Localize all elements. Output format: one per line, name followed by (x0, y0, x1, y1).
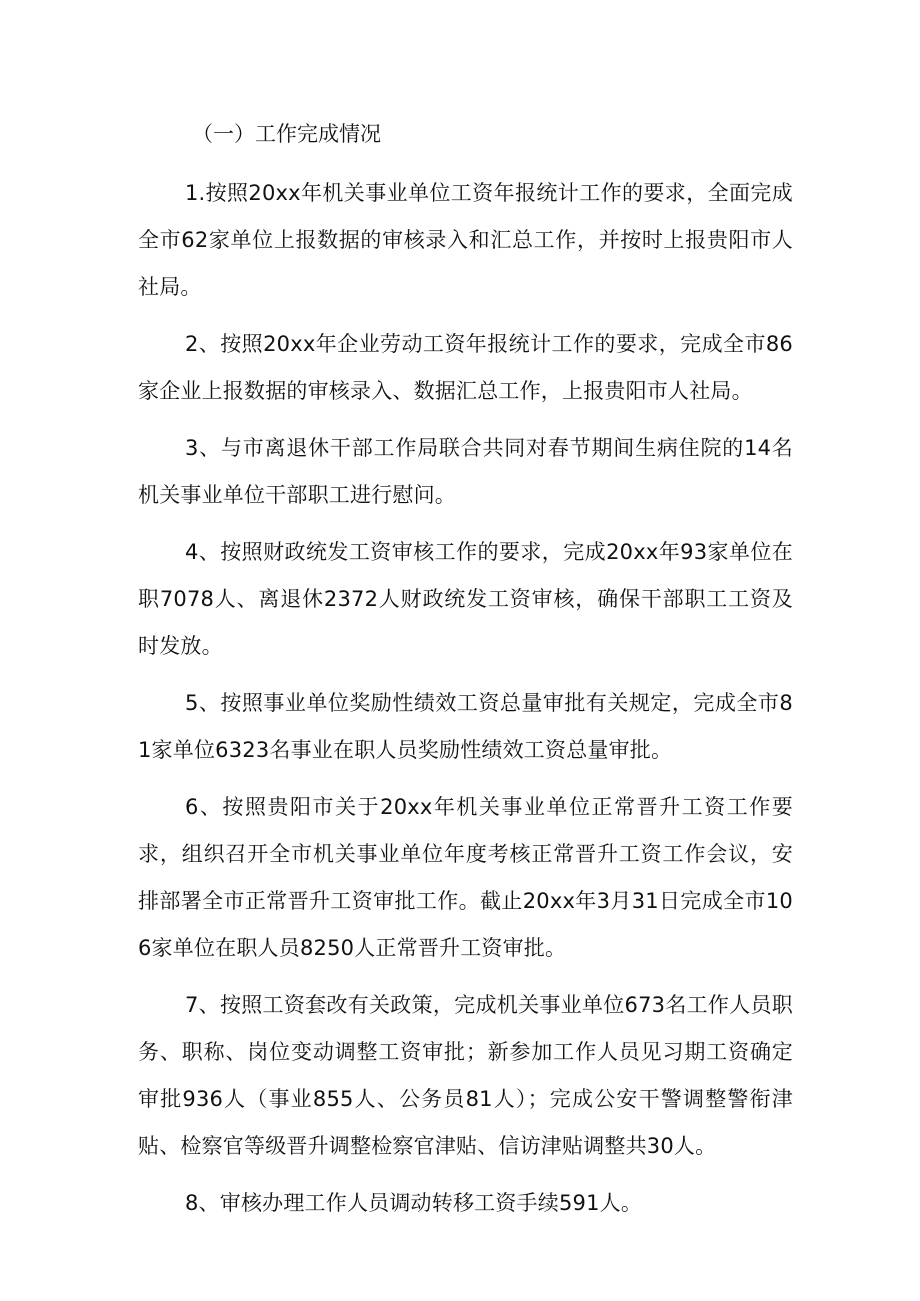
paragraph-6: 6、按照贵阳市关于20xx年机关事业单位正常晋升工资工作要求，组织召开全市机关事业单位年度考核正常晋升工资工作会议，安排部署全市正常晋升工资审批工作。截止20xx年3月31日完成全市106家单位在职人员8250人正常晋升工资审批。 (138, 795, 793, 960)
paragraph-1: 1.按照20xx年机关事业单位工资年报统计工作的要求，全面完成全市62家单位上报数据的审核录入和汇总工作，并按时上报贵阳市人社局。 (138, 181, 793, 299)
paragraph-7: 7、按照工资套改有关政策，完成机关事业单位673名工作人员职务、职称、岗位变动调整工资审批；新参加工作人员见习期工资确定审批936人（事业855人、公务员81人）；完成公安干警调整警衔津贴、检察官等级晋升调整检察官津贴、信访津贴调整共30人。 (138, 993, 793, 1158)
section-heading: （一）工作完成情况 (192, 122, 381, 146)
paragraph-8: 8、审核办理工作人员调动转移工资手续591人。 (185, 1191, 643, 1215)
paragraph-3: 3、与市离退休干部工作局联合共同对春节期间生病住院的14名机关事业单位干部职工进行慰问。 (138, 436, 793, 507)
document-body (138, 116, 793, 1227)
paragraph-2: 2、按照20xx年企业劳动工资年报统计工作的要求，完成全市86家企业上报数据的审核录入、数据汇总工作，上报贵阳市人社局。 (138, 332, 793, 403)
paragraph-5: 5、按照事业单位奖励性绩效工资总量审批有关规定，完成全市81家单位6323名事业在职人员奖励性绩效工资总量审批。 (138, 691, 793, 762)
paragraph-4: 4、按照财政统发工资审核工作的要求，完成20xx年93家单位在职7078人、离退休2372人财政统发工资审核，确保干部职工工资及时发放。 (138, 540, 793, 658)
